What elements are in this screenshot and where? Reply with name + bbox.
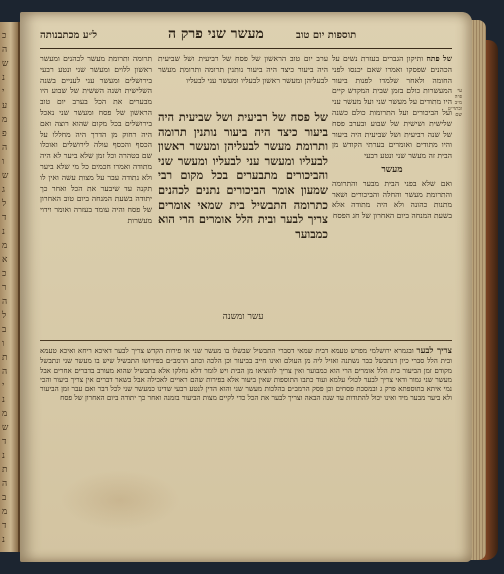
facing-page-glyph: ו xyxy=(2,157,5,167)
side-text: ותיקון הגברים בעזרת נשים על הכהנים שפסקו ואמרו שאם יכנסו לפני החומה ולאחר שלמדו לפנות ביעור המעשרות כולם בזמן שבית המקדש קיים היו מתודים על מעשר שני ועל מעשר עני ועל הביכורים ועל התרומות כולם כשנה שלישית ושישית של שבוע ובערב פסח של שנה רביעית ושל שביעית היה ביעור והיו מתודים ואומרים בערתי הקודש מן הבית זה מעשר שני ונטע רבעי xyxy=(332,54,452,161)
header-rule xyxy=(40,48,452,49)
facing-page-glyph: ע xyxy=(2,101,8,111)
facing-page-glyph: ה xyxy=(2,45,8,55)
facing-page-glyph: י xyxy=(2,381,5,391)
side-opening: של פתח xyxy=(426,54,452,63)
section-divider xyxy=(40,340,452,341)
left-commentary: תרומה ותרומת מעשר לכהנים ומעשר ראשון ללוים ומעשר שני ונטע רבעי בירושלים ומעשר עני לעניים בשנה השלישית ושנה הששית של שבוע היו מבערים את הכל בערב יום טוב הראשון של פסח ומעשר שני נאכל בירושלים בכל מקום שהוא רוצה ואם היה רחוק מן הדרך היה מחללו על הכסף והכסף עולה לירושלים ואוכלו שם בטהרה וכל זמן שלא ביער לא היה מתודה ואמרו חכמים כל מי שלא ביער ולא נתודה עבר על מצות עשה ואין לו תקנה עד שיבער את הכל ואחר כך יתודה בשעת המנחה ביום טוב האחרון של פסח והיה עומד בעזרה ואומר וידוי מעשרות xyxy=(40,54,152,225)
facing-page-glyph: ל xyxy=(2,311,7,321)
running-header xyxy=(40,24,452,48)
bottom-text: ובגמרא ירושלמי מפרש טעמא דבית שמאי דסברי התבשיל שבשלו בו מעשר שני או פירות הקדש צריך לבער דאיכא ריחא ואיכא טעמא ובית הלל סברי כיון דנתבשל כבר נשתנה ואזיל ליה מן העולם ואינו חייב בביעור וכן הלכה וכתב הרמב״ם בפירושו התבשיל שיש בו מעשר שני ונתבשל מקודם זמן הביעור בית הלל אומרים הרי הוא כמבוער ואין צריך להוציאו מן הבית ויש לומר דלא נחלקו אלא בתבשיל שהוא מעורב בדברים אחרים אבל מעשר שני גמור ודאי צריך לבער לכולי עלמא ועוד כתבו התוספות שאין ביעור אלא בפירות שהם ראויים לאכילה אבל בשאר דברים אין צריך ביעור והכי נמי איתא בתוספתא פרק ג ובמסכת פסחים וכן פסק הרמב״ם בהלכות מעשר שני והוא הדין לנטע רבעי שדינו כמעשר שני לכל דבר ואם עבר זמן הביעור ולא ביער מבער מיד ואינו יכול להתודות עד שנה הבאה וצריך לבער את הכל כדי לקיים מצות הביעור בזמנה ואחר כך יתודה ביום האחרון של פסח xyxy=(40,346,452,403)
facing-page-edge xyxy=(0,22,20,552)
facing-page-glyph: ב xyxy=(2,325,7,335)
header-left: ל״ע מכתבנותה xyxy=(40,30,98,41)
facing-page-glyph: נ xyxy=(2,227,5,237)
facing-page-glyph: ה xyxy=(2,297,8,307)
side-heading: מעשר xyxy=(381,164,403,175)
facing-page-glyph: נ xyxy=(2,395,5,405)
facing-page-glyph: ת xyxy=(2,353,8,363)
facing-page-glyph: נ xyxy=(2,73,5,83)
facing-page-glyph: ל xyxy=(2,199,7,209)
mishnah-end: עשר ומשנה xyxy=(222,312,264,322)
facing-page-glyph: ה xyxy=(2,367,8,377)
facing-page-glyph: ש xyxy=(2,423,9,433)
facing-page-glyph: מ xyxy=(2,241,8,251)
mishnah-text: של פסח של רביעית ושל שביעית היה ביעור כיצד היה ביעור נותנין תרומה ותרומת מעשר לבעליהן ומעשר ראשון לבעליו ומעשר עני לבעליו ומעשר שני והביכורים מתבערים בכל מקום רבי שמעון אומר הביכורים נתנים לכהנים כתרומה התבשיל בית שמאי אומרים צריך לבער ובית הלל אומרים הרי הוא כמבוער xyxy=(158,110,328,241)
facing-page-glyph: פ xyxy=(2,129,7,139)
facing-page-glyph: ד xyxy=(2,437,7,447)
facing-page-glyph: כ xyxy=(2,31,7,41)
header-right: תוספות יום טוב xyxy=(296,30,357,41)
facing-page-glyph: ה xyxy=(2,479,8,489)
side-commentary xyxy=(332,54,452,336)
bottom-commentary xyxy=(40,346,452,542)
facing-page-glyph: מ xyxy=(2,115,8,125)
facing-page-glyph: ד xyxy=(2,213,7,223)
facing-page-glyph: ש xyxy=(2,171,9,181)
bottom-lead: צריך לבער xyxy=(416,346,452,356)
side-text-2: ואם שלא בפני הבית מבער והתרומה והתרומת מעשר והחלה והביכורים ושאר מתנות כהונה ולא היה מתודה אלא בשעת המנחה ביום האחרון של חג הפסח xyxy=(332,178,452,221)
marginal-note: עי׳ פ״ה מ״ב ובתוי״ט שם xyxy=(448,88,462,118)
facing-page-glyph: ר xyxy=(2,283,7,293)
facing-page-glyph: ש xyxy=(2,59,9,69)
facing-page-glyph: כ xyxy=(2,269,7,279)
facing-page-glyph: ו xyxy=(2,339,5,349)
facing-page-glyph: מ xyxy=(2,507,8,517)
mishnah-top: ערב יום טוב הראשון של פסח של רביעית ושל שביעית היה ביעור כיצד היה ביעור נותנין תרומה ותרומת מעשר לבעליהן ומעשר ראשון לבעליו ומעשר עני לבעליו xyxy=(158,54,328,85)
facing-page-glyph: נ xyxy=(2,451,5,461)
facing-page-glyph: מ xyxy=(2,409,8,419)
facing-page-glyph: ג xyxy=(2,185,5,195)
facing-page-glyph: ד xyxy=(2,521,7,531)
facing-page-glyph: ב xyxy=(2,493,7,503)
facing-page-glyph: ה xyxy=(2,143,8,153)
facing-page-glyph: א xyxy=(2,255,8,265)
facing-page-glyph: נ xyxy=(2,535,5,545)
facing-page-glyph: י xyxy=(2,87,5,97)
facing-page-glyph: ת xyxy=(2,465,8,475)
header-title: מעשר שני פרק ה xyxy=(168,26,264,42)
